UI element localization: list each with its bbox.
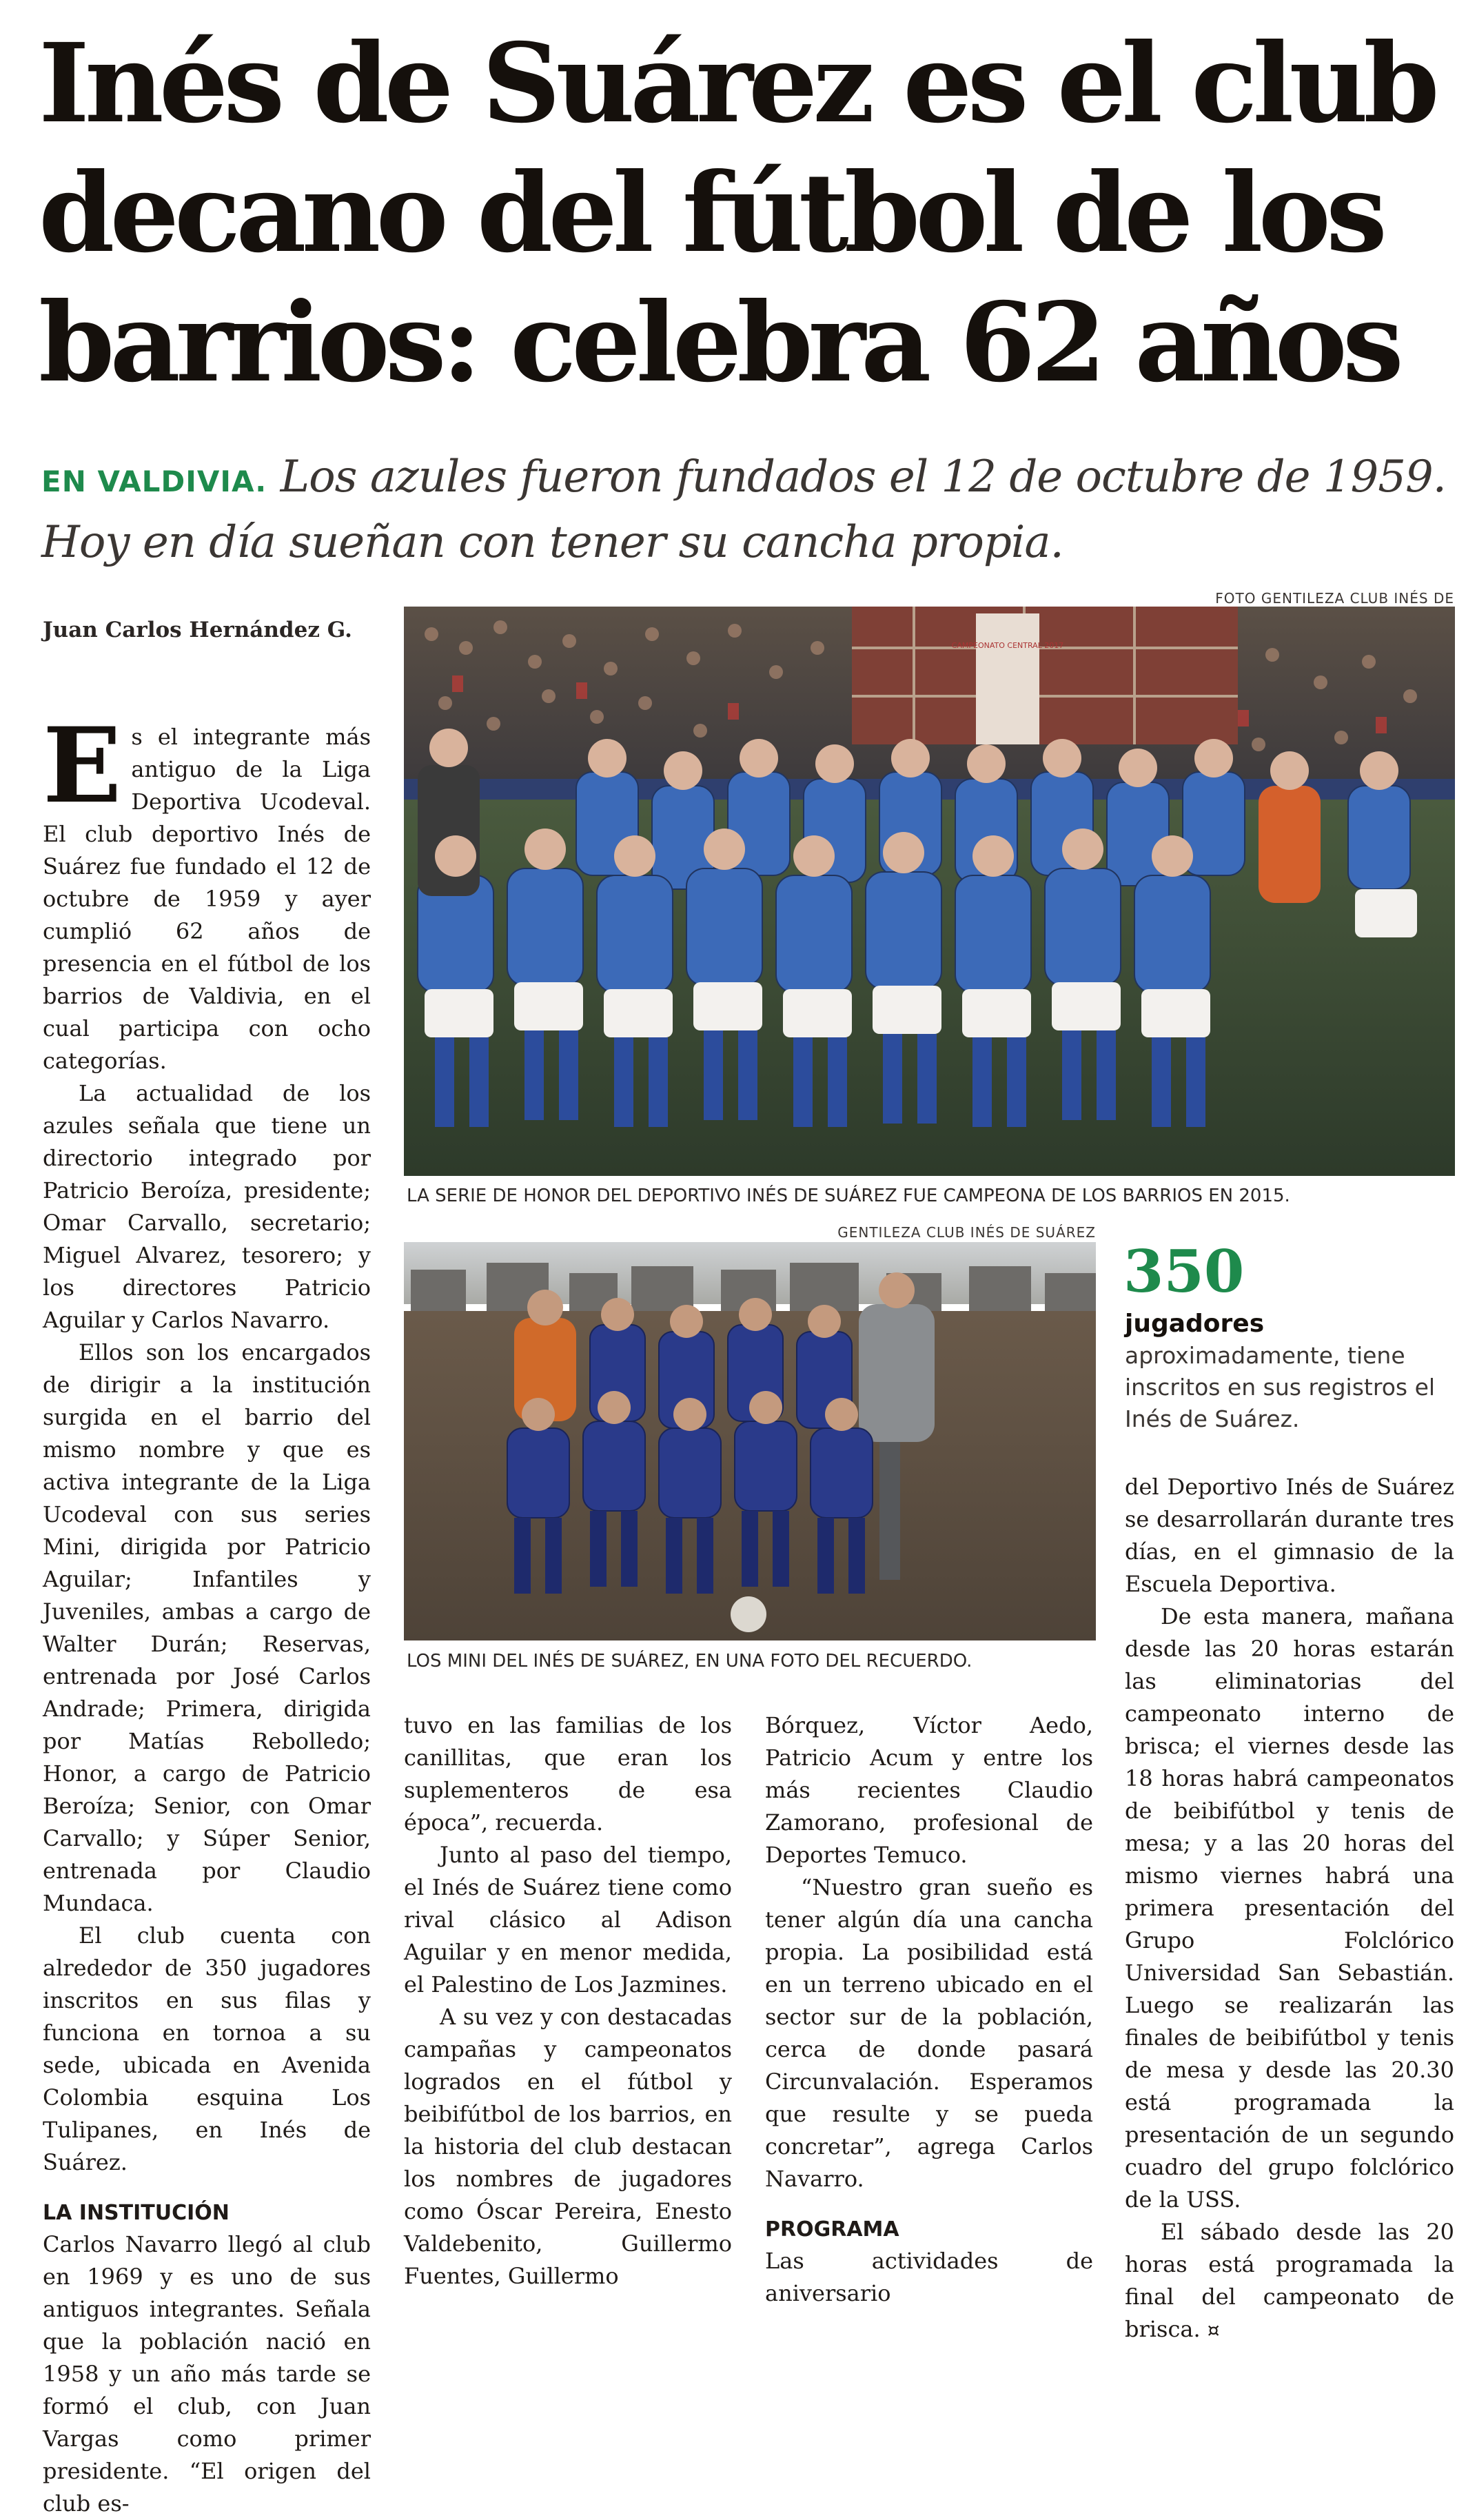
deck-text-line2: Hoy en día sueñan con tener su cancha propia. xyxy=(41,517,1063,568)
article-column-1 xyxy=(43,705,371,2520)
paragraph: Junto al paso del tiempo, el Inés de Suárez tiene como rival clásico al Adison Aguilar y en menor medida, el Palestino de Los Jazmines. xyxy=(404,1842,732,1998)
subhead-programa: PROGRAMA xyxy=(765,2217,899,2242)
paragraph: del Deportivo Inés de Suárez se desarrollarán durante tres días, en el gimnasio de la Escuela Deportiva. xyxy=(1125,1474,1454,1597)
headline-line: Inés de Suárez es el club xyxy=(39,20,1435,148)
subhead-institucion: LA INSTITUCIÓN xyxy=(43,2201,230,2225)
stat-label: jugadores xyxy=(1125,1310,1265,1338)
paragraph: Las actividades de aniversario xyxy=(765,2248,1093,2306)
deck-location: EN VALDIVIA. xyxy=(41,465,267,498)
bottom-photo-caption: LOS MINI DEL INÉS DE SUÁREZ, EN UNA FOTO DEL RECUERDO. xyxy=(407,1651,972,1671)
headline xyxy=(39,19,1445,408)
paragraph: Bórquez, Víctor Aedo, Patricio Acum y entre los más recientes Claudio Zamorano, profesional de Deportes Temuco. xyxy=(765,1712,1093,1868)
paragraph-text: s el integrante más antiguo de la Liga Deportiva Ucodeval. El club deportivo Inés de Suárez fue fundado el 12 de octubre de 1959 y ayer cumplió 62 años de presencia en el fútbol de los barrios de Valdivia, en el cual participa con ocho categorías. xyxy=(43,724,371,1074)
team-photo-senior-image xyxy=(404,607,1455,1176)
byline: Juan Carlos Hernández G. xyxy=(43,618,352,642)
headline-line: decano del fútbol de los xyxy=(39,150,1383,277)
paragraph: A su vez y con destacadas campañas y campeonatos logrados en el fútbol y beibifútbol de los barrios, en la historia del club destacan los nombres de jugadores como Óscar Pereira, Enesto Valdebenito, Guillermo Fuentes, Guillermo xyxy=(404,2004,732,2289)
paragraph xyxy=(43,705,371,1077)
article-column-3 xyxy=(765,1709,1093,2310)
bottom-photo-credit: GENTILEZA CLUB INÉS DE SUÁREZ xyxy=(837,1224,1096,1241)
team-photo-mini-image xyxy=(404,1242,1096,1640)
stat-number: 350 xyxy=(1123,1237,1245,1305)
team-photo-mini xyxy=(404,1242,1096,1640)
article-column-4 xyxy=(1125,1471,1454,2346)
article-column-2 xyxy=(404,1709,732,2293)
paragraph: La actualidad de los azules señala que tiene un directorio integrado por Patricio Beroíza, presidente; Omar Carvallo, secretario; Miguel Alvarez, tesorero; y los directores Patricio Aguilar y Carlos Navarro. xyxy=(43,1080,371,1333)
top-photo-caption: LA SERIE DE HONOR DEL DEPORTIVO INÉS DE SUÁREZ FUE CAMPEONA DE LOS BARRIOS EN 2015. xyxy=(407,1186,1290,1206)
deck-text-line1: Los azules fueron fundados el 12 de octubre de 1959. xyxy=(280,451,1446,502)
paragraph-text: El sábado desde las 20 horas está programada la final del campeonato de brisca. xyxy=(1125,2219,1454,2342)
paragraph: tuvo en las familias de los canillitas, que eran los suplementeros de esa época”, recuerda. xyxy=(404,1712,732,1836)
team-photo-senior xyxy=(404,607,1455,1176)
drop-cap: E xyxy=(43,705,122,826)
paragraph xyxy=(1125,2216,1454,2346)
headline-line: barrios: celebra 62 años xyxy=(39,279,1399,407)
stat-description xyxy=(1125,1308,1456,1435)
end-mark-icon: ¤ xyxy=(1207,2319,1220,2341)
paragraph: Carlos Navarro llegó al club en 1969 y es uno de sus antiguos integrantes. Señala que la población nació en 1958 y un año más tarde se formó el club, con Juan Vargas como primer presidente. “El origen del club es- xyxy=(43,2231,371,2517)
top-photo-credit: FOTO GENTILEZA CLUB INÉS DE xyxy=(1215,590,1454,607)
paragraph: Ellos son los encargados de dirigir a la institución surgida en el barrio del mismo nombre y que es activa integrante de la Liga Ucodeval con sus series Mini, dirigida por Patricio Aguilar; Infantiles y Juveniles, ambas a cargo de Walter Durán; Reservas, entrenada por José Carlos Andrade; Primera, dirigida por Matías Rebolledo; Honor, a cargo de Patricio Beroíza; Senior, con Omar Carvallo; y Súper Senior, entrenada por Claudio Mundaca. xyxy=(43,1339,371,1916)
paragraph: “Nuestro gran sueño es tener algún día una cancha propia. La posibilidad está en un terreno ubicado en el sector sur de la población, cerca de donde pasará Circunvalación. Esperamos que resulte y se pueda concretar”, agrega Carlos Navarro. xyxy=(765,1874,1093,2192)
paragraph: De esta manera, mañana desde las 20 horas estarán las eliminatorias del campeonato interno de brisca; el viernes desde las 18 horas habrá campeonatos de beibifútbol y tenis de mesa; y a las 20 horas del mismo viernes habrá una primera presentación del Grupo Folclórico Universidad San Sebastián. Luego se realizarán las finales de beibifútbol y tenis de mesa y desde las 20.30 está programada la presentación de un segundo cuadro del grupo folclórico de la USS. xyxy=(1125,1603,1454,2213)
paragraph: El club cuenta con alrededor de 350 jugadores inscritos en sus filas y funciona en tornoa a su sede, ubicada en Avenida Colombia esquina Los Tulipanes, en Inés de Suárez. xyxy=(43,1922,371,2175)
stadium-banner-text: CAMPEONATO CENTRAL 2017 xyxy=(951,641,1064,650)
stat-text: aproximadamente, tiene inscritos en sus registros el Inés de Suárez. xyxy=(1125,1342,1436,1432)
deck xyxy=(41,447,1447,573)
